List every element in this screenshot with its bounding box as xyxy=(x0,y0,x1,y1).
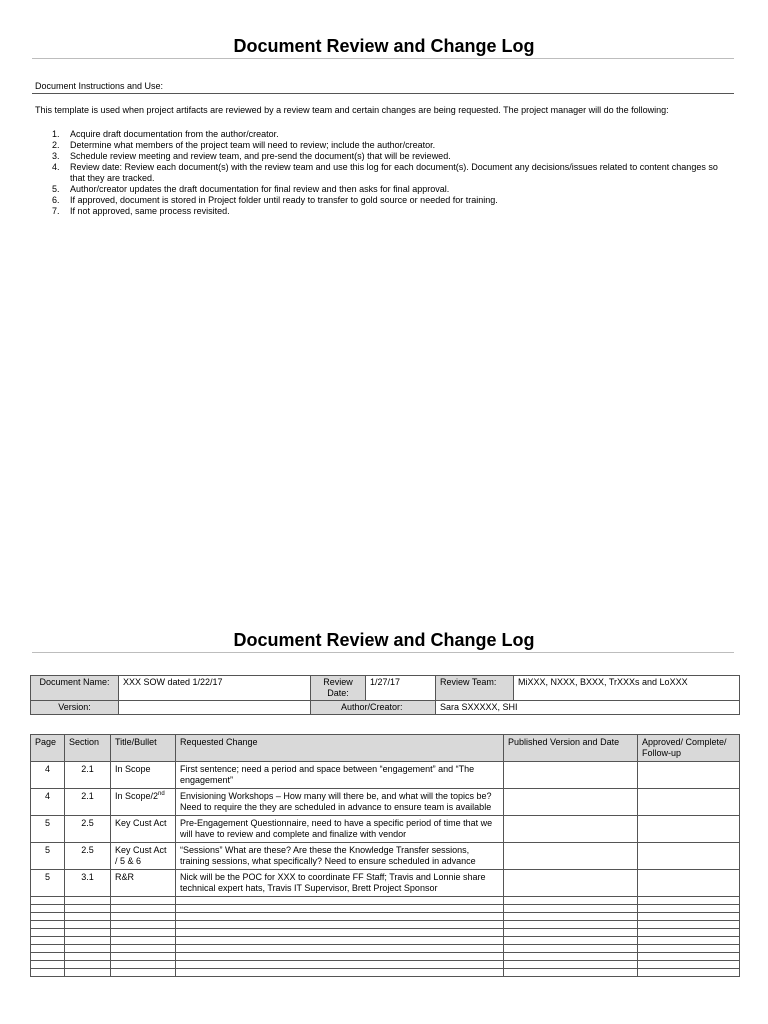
cell-page-text: 5 xyxy=(44,872,50,882)
instruction-step xyxy=(35,140,735,151)
cell-section-text: 2.5 xyxy=(81,845,94,855)
log-title: Document Review and Change Log xyxy=(233,630,535,650)
empty-table-row xyxy=(31,969,740,977)
step-number: 4. xyxy=(52,162,60,172)
info-row xyxy=(31,701,740,715)
table-row xyxy=(31,816,740,843)
cell-approved[interactable] xyxy=(638,969,740,977)
step-number: 2. xyxy=(52,140,60,150)
cell-section[interactable] xyxy=(65,969,111,977)
cell-title-bullet[interactable] xyxy=(111,953,176,961)
cell-published-version[interactable] xyxy=(504,843,638,870)
cell-section[interactable] xyxy=(65,762,111,789)
cell-section[interactable] xyxy=(65,905,111,913)
cell-approved[interactable] xyxy=(638,762,740,789)
cell-requested-change[interactable] xyxy=(176,816,504,843)
cell-title-bullet-text: Key Cust Act / 5 & 6 xyxy=(115,845,167,866)
cell-requested-change-text: Nick will be the POC for XXX to coordinate FF Staff; Travis and Lonnie share technical expert hats, Travis IT Supervisor, Brett Project Sponsor xyxy=(180,872,486,893)
cell-published-version[interactable] xyxy=(504,905,638,913)
header-approved: Approved/ Complete/ Follow-up xyxy=(638,735,740,762)
cell-section[interactable] xyxy=(65,816,111,843)
instruction-step xyxy=(35,129,735,140)
cell-section-text: 3.1 xyxy=(81,872,94,882)
review-date-label: Review Date: xyxy=(311,676,366,701)
instruction-step xyxy=(35,162,735,184)
cell-requested-change[interactable] xyxy=(176,843,504,870)
change-log-table xyxy=(30,734,740,977)
empty-table-row xyxy=(31,953,740,961)
step-text: Author/creator updates the draft documentation for final review and then asks for final approval. xyxy=(70,184,450,194)
empty-table-row xyxy=(31,961,740,969)
cell-approved[interactable] xyxy=(638,913,740,921)
cell-approved[interactable] xyxy=(638,905,740,913)
empty-table-row xyxy=(31,913,740,921)
cell-title-bullet-text: Key Cust Act xyxy=(115,818,167,828)
author-value[interactable]: Sara SXXXXX, SHI xyxy=(436,701,740,715)
cell-title-bullet[interactable] xyxy=(111,929,176,937)
cell-title-bullet[interactable] xyxy=(111,870,176,897)
cell-section-text: 2.1 xyxy=(81,791,94,801)
instruction-step xyxy=(35,195,735,206)
cell-title-bullet[interactable] xyxy=(111,816,176,843)
step-text: Review date: Review each document(s) with the review team and use this log for each document(s). Document any decisions/issues related to content changes so that they are tracked. xyxy=(70,162,718,183)
document-name-value[interactable]: XXX SOW dated 1/22/17 xyxy=(119,676,311,701)
cell-requested-change[interactable] xyxy=(176,913,504,921)
step-number: 3. xyxy=(52,151,60,161)
cell-published-version[interactable] xyxy=(504,921,638,929)
cell-approved[interactable] xyxy=(638,929,740,937)
empty-table-row xyxy=(31,897,740,905)
step-number: 5. xyxy=(52,184,60,194)
cell-requested-change[interactable] xyxy=(176,961,504,969)
empty-table-row xyxy=(31,905,740,913)
cell-page[interactable] xyxy=(31,921,65,929)
cell-requested-change[interactable] xyxy=(176,969,504,977)
cell-requested-change[interactable] xyxy=(176,953,504,961)
change-log-header xyxy=(31,735,740,762)
cell-requested-change[interactable] xyxy=(176,937,504,945)
cell-requested-change[interactable] xyxy=(176,921,504,929)
instruction-steps xyxy=(35,129,735,217)
cell-page[interactable] xyxy=(31,762,65,789)
cell-requested-change[interactable] xyxy=(176,762,504,789)
cell-published-version[interactable] xyxy=(504,789,638,816)
cell-title-bullet[interactable] xyxy=(111,945,176,953)
cell-published-version[interactable] xyxy=(504,945,638,953)
cell-approved[interactable] xyxy=(638,945,740,953)
empty-table-row xyxy=(31,921,740,929)
cell-title-bullet[interactable] xyxy=(111,961,176,969)
cell-page[interactable] xyxy=(31,843,65,870)
empty-table-row xyxy=(31,929,740,937)
cell-section[interactable] xyxy=(65,953,111,961)
page-title: Document Review and Change Log xyxy=(233,36,535,56)
cell-published-version[interactable] xyxy=(504,937,638,945)
cell-page-text: 5 xyxy=(44,845,50,855)
document-name-label: Document Name: xyxy=(31,676,119,701)
cell-requested-change-text: First sentence; need a period and space between “engagement” and “The engagement” xyxy=(180,764,475,785)
cell-page[interactable] xyxy=(31,945,65,953)
step-text: If not approved, same process revisited. xyxy=(70,206,230,216)
cell-page[interactable] xyxy=(31,969,65,977)
cell-page[interactable] xyxy=(31,897,65,905)
empty-table-row xyxy=(31,937,740,945)
cell-page[interactable] xyxy=(31,789,65,816)
step-text: If approved, document is stored in Project folder until ready to transfer to gold source or needed for training. xyxy=(70,195,498,205)
cell-approved[interactable] xyxy=(638,870,740,897)
cell-page-text: 4 xyxy=(44,791,50,801)
cell-title-bullet[interactable] xyxy=(111,762,176,789)
cell-section-text: 2.1 xyxy=(81,764,94,774)
instructions-intro: This template is used when project artifacts are reviewed by a review team and certain changes are being requested. The project manager will do the following: xyxy=(35,105,669,115)
cell-page[interactable] xyxy=(31,961,65,969)
cell-section[interactable] xyxy=(65,945,111,953)
instruction-step xyxy=(35,184,735,195)
cell-published-version[interactable] xyxy=(504,913,638,921)
cell-published-version[interactable] xyxy=(504,953,638,961)
cell-title-bullet[interactable] xyxy=(111,969,176,977)
title-superscript: nd xyxy=(158,791,165,797)
cell-title-bullet-text: R&R xyxy=(115,872,135,882)
cell-page[interactable] xyxy=(31,929,65,937)
document-info-table xyxy=(30,675,740,715)
cell-published-version[interactable] xyxy=(504,762,638,789)
instruction-step xyxy=(35,206,735,217)
cell-section[interactable] xyxy=(65,843,111,870)
cell-title-bullet[interactable] xyxy=(111,921,176,929)
step-text: Acquire draft documentation from the author/creator. xyxy=(70,129,279,139)
cell-requested-change-text: Envisioning Workshops – How many will there be, and what will the topics be? Need to require the they are scheduled in advance to ensure team is available xyxy=(180,791,492,812)
cell-title-bullet-text: In Scope xyxy=(115,764,151,774)
info-row xyxy=(31,676,740,701)
cell-approved[interactable] xyxy=(638,843,740,870)
cell-approved[interactable] xyxy=(638,953,740,961)
cell-approved[interactable] xyxy=(638,921,740,929)
cell-section-text: 2.5 xyxy=(81,818,94,828)
cell-requested-change-text: “Sessions” What are these? Are these the Knowledge Transfer sessions, training sessions, what specifically? Need to ensure scheduled in advance xyxy=(180,845,476,866)
cell-title-bullet[interactable] xyxy=(111,789,176,816)
step-number: 7. xyxy=(52,206,60,216)
cell-published-version[interactable] xyxy=(504,961,638,969)
cell-requested-change[interactable] xyxy=(176,870,504,897)
header-requested-change: Requested Change xyxy=(176,735,504,762)
cell-page-text: 5 xyxy=(44,818,50,828)
cell-title-bullet[interactable] xyxy=(111,897,176,905)
cell-approved[interactable] xyxy=(638,937,740,945)
review-team-label: Review Team: xyxy=(436,676,514,701)
cell-page[interactable] xyxy=(31,816,65,843)
step-text: Determine what members of the project team will need to review; include the author/creator. xyxy=(70,140,436,150)
cell-section[interactable] xyxy=(65,913,111,921)
cell-page[interactable] xyxy=(31,953,65,961)
table-row xyxy=(31,789,740,816)
cell-section[interactable] xyxy=(65,789,111,816)
cell-title-bullet[interactable] xyxy=(111,843,176,870)
cell-requested-change[interactable] xyxy=(176,929,504,937)
header-title-bullet: Title/Bullet xyxy=(111,735,176,762)
cell-requested-change[interactable] xyxy=(176,897,504,905)
cell-title-bullet-text: In Scope/2 xyxy=(115,791,159,801)
instructions-divider xyxy=(32,93,734,94)
cell-requested-change[interactable] xyxy=(176,905,504,913)
step-number: 1. xyxy=(52,129,60,139)
cell-page[interactable] xyxy=(31,870,65,897)
cell-approved[interactable] xyxy=(638,897,740,905)
cell-requested-change[interactable] xyxy=(176,789,504,816)
cell-approved[interactable] xyxy=(638,816,740,843)
author-label: Author/Creator: xyxy=(311,701,436,715)
cell-published-version[interactable] xyxy=(504,969,638,977)
cell-section[interactable] xyxy=(65,921,111,929)
instruction-step xyxy=(35,151,735,162)
empty-table-row xyxy=(31,945,740,953)
table-row xyxy=(31,762,740,789)
cell-requested-change-text: Pre-Engagement Questionnaire, need to have a specific period of time that we will have to review and complete and finalize with vendor xyxy=(180,818,493,839)
header-page: Page xyxy=(31,735,65,762)
cell-published-version[interactable] xyxy=(504,870,638,897)
review-team-value[interactable]: MiXXX, NXXX, BXXX, TrXXXs and LoXXX xyxy=(514,676,740,701)
cell-requested-change[interactable] xyxy=(176,945,504,953)
cell-section[interactable] xyxy=(65,937,111,945)
version-value[interactable] xyxy=(119,701,311,715)
cell-section[interactable] xyxy=(65,961,111,969)
cell-title-bullet[interactable] xyxy=(111,905,176,913)
cell-approved[interactable] xyxy=(638,789,740,816)
step-text: Schedule review meeting and review team, and pre-send the document(s) that will be reviewed. xyxy=(70,151,451,161)
step-number: 6. xyxy=(52,195,60,205)
cell-published-version[interactable] xyxy=(504,929,638,937)
table-row xyxy=(31,870,740,897)
cell-title-bullet[interactable] xyxy=(111,913,176,921)
cell-section[interactable] xyxy=(65,929,111,937)
cell-page[interactable] xyxy=(31,905,65,913)
cell-published-version[interactable] xyxy=(504,816,638,843)
review-date-value[interactable]: 1/27/17 xyxy=(366,676,436,701)
cell-page[interactable] xyxy=(31,913,65,921)
header-published-version: Published Version and Date xyxy=(504,735,638,762)
cell-published-version[interactable] xyxy=(504,897,638,905)
title-divider xyxy=(32,58,734,59)
header-section: Section xyxy=(65,735,111,762)
cell-approved[interactable] xyxy=(638,961,740,969)
cell-title-bullet[interactable] xyxy=(111,937,176,945)
instructions-heading: Document Instructions and Use: xyxy=(35,81,164,91)
version-label: Version: xyxy=(31,701,119,715)
log-title-divider xyxy=(32,652,734,653)
cell-section[interactable] xyxy=(65,897,111,905)
cell-page-text: 4 xyxy=(44,764,50,774)
cell-page[interactable] xyxy=(31,937,65,945)
table-row xyxy=(31,843,740,870)
cell-section[interactable] xyxy=(65,870,111,897)
